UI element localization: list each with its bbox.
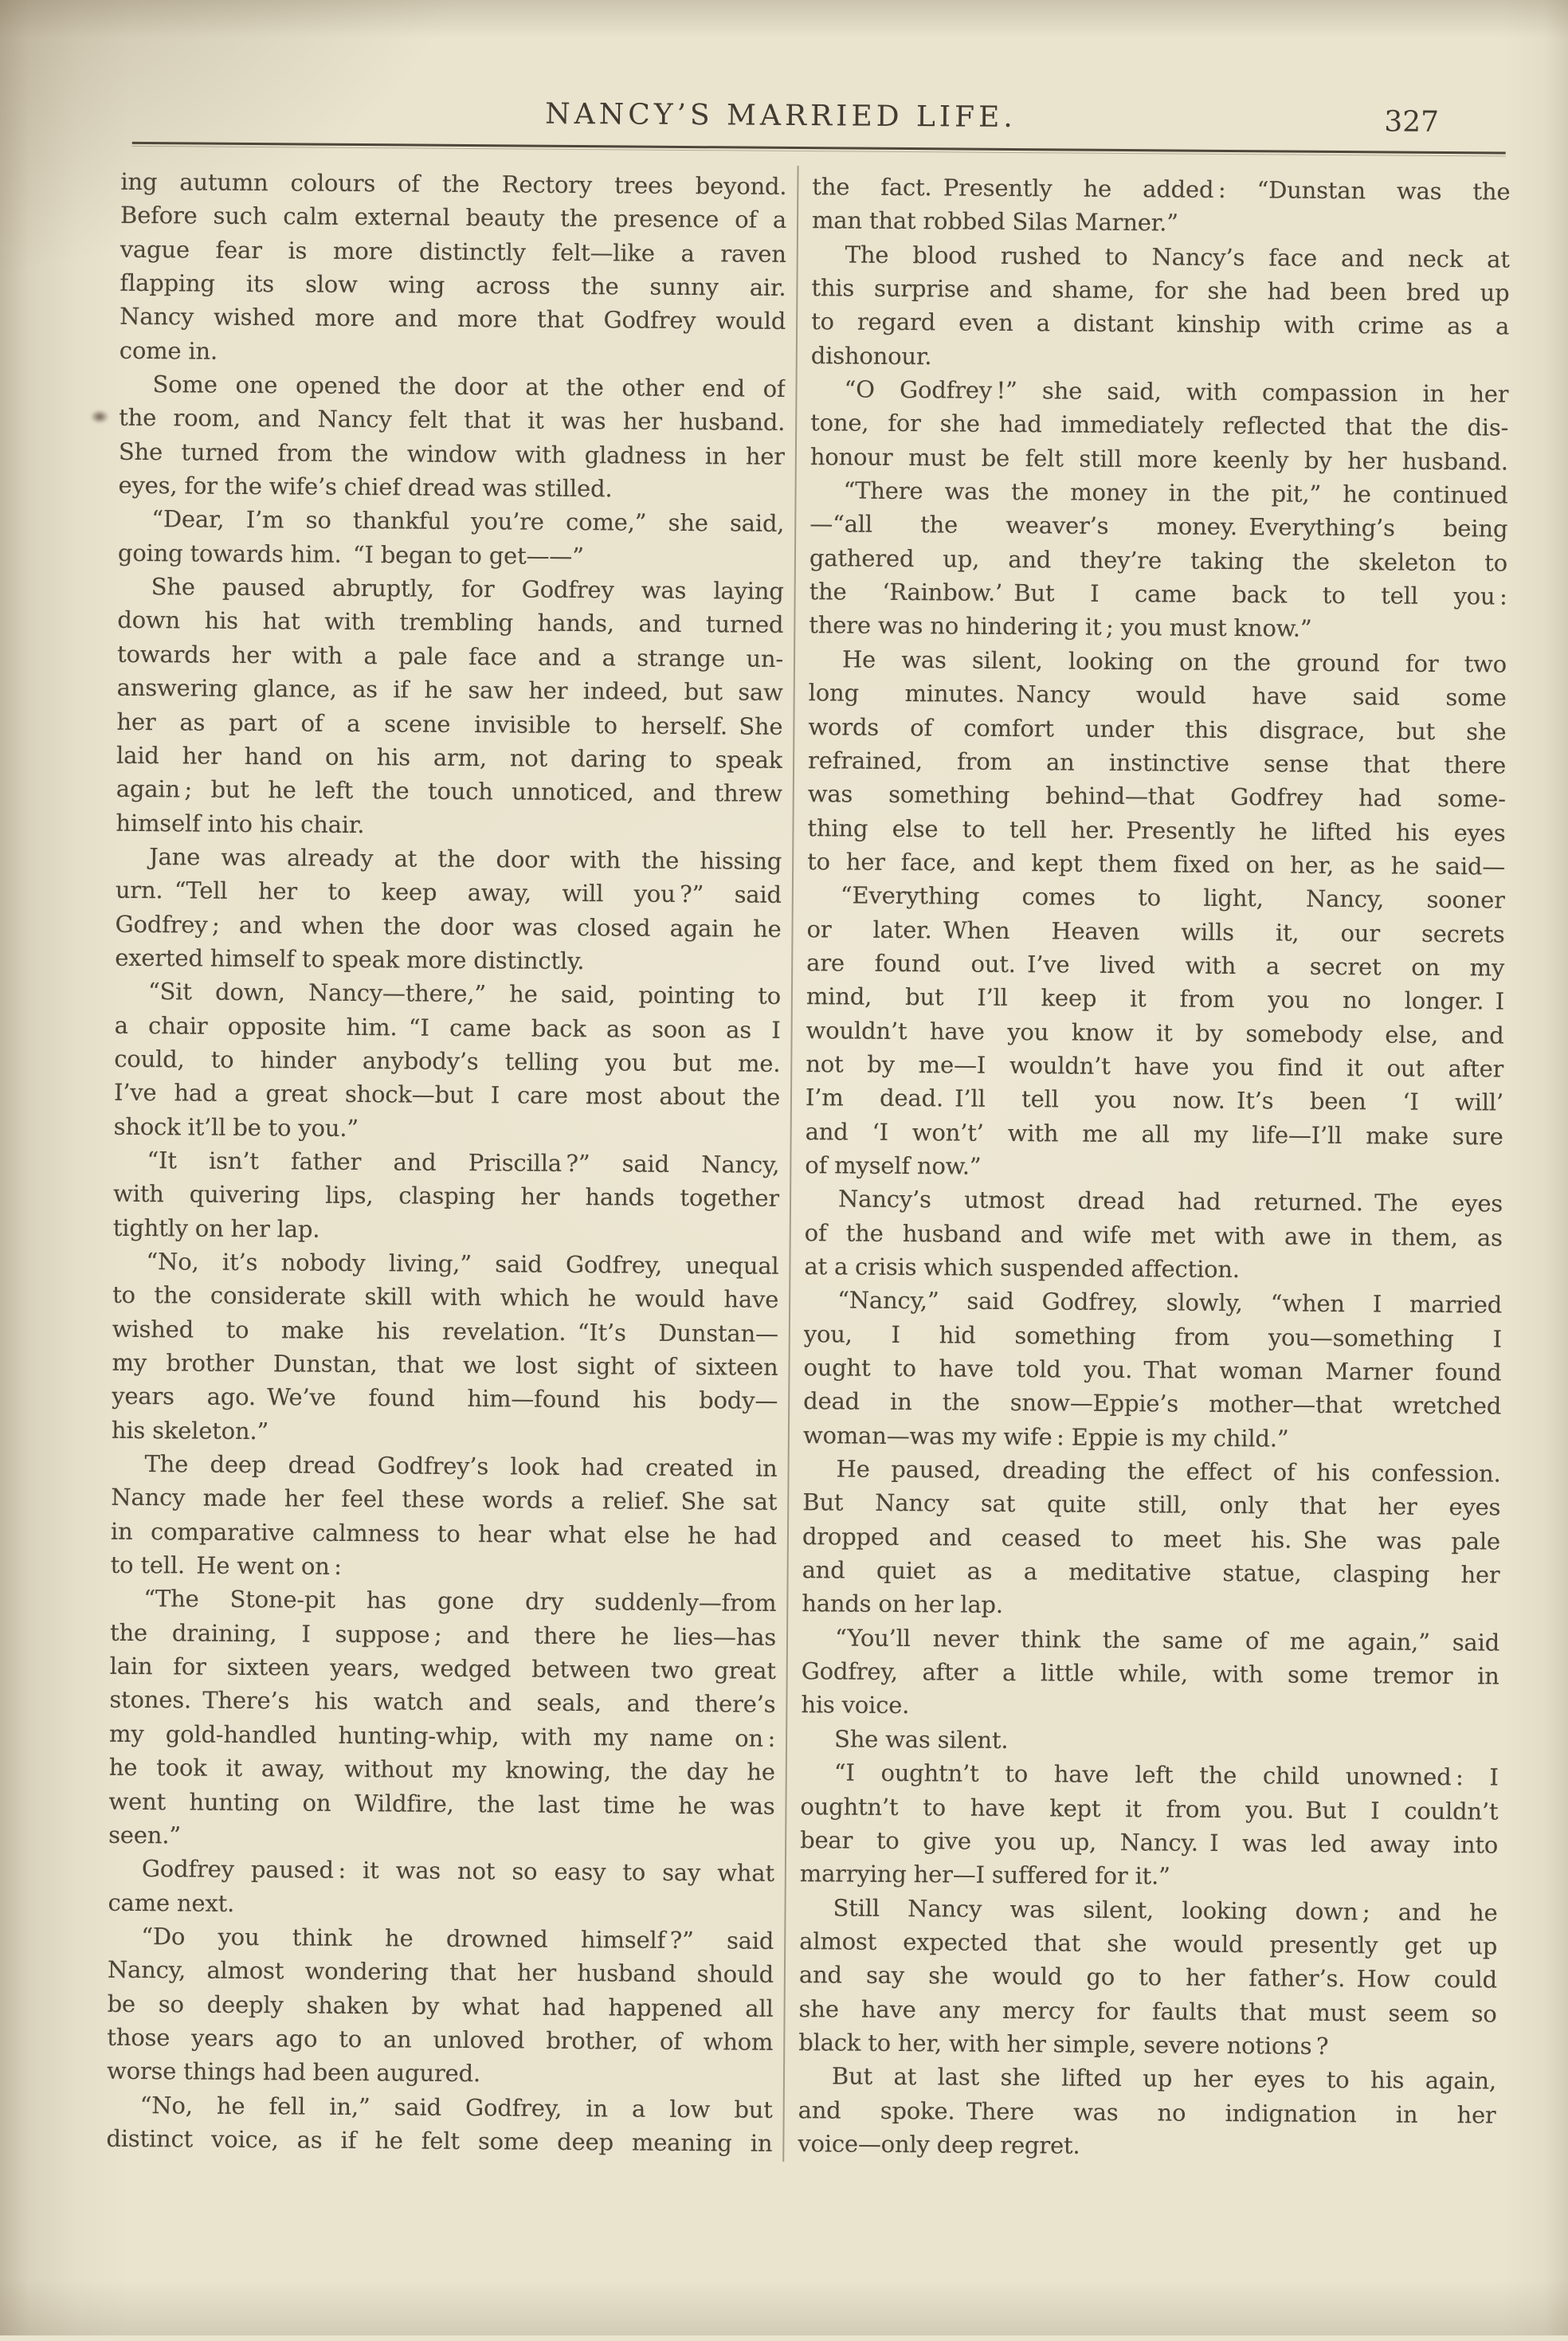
text-line: years ago. We’ve found him—found his body— xyxy=(112,1382,778,1415)
text-line: could, to hinder anybody’s telling you but me. xyxy=(114,1045,781,1077)
text-line: the fact. Presently he added : “Dunstan was the xyxy=(812,173,1511,206)
text-line: those years ago to an unloved brother, of whom xyxy=(107,2023,774,2056)
text-line: dead in the snow—Eppie’s mother—that wretched xyxy=(803,1387,1502,1420)
text-line: “Everything comes to light, Nancy, sooner xyxy=(840,881,1505,914)
text-line: “It isn’t father and Priscilla ?” said Nancy, xyxy=(147,1147,780,1178)
text-line: Godfrey, after a little while, with some tremor in xyxy=(801,1657,1499,1690)
text-line: the draining, I suppose ; and there he lies—has xyxy=(109,1618,777,1651)
text-line: down his hat with trembling hands, and turned xyxy=(117,606,784,639)
left-text-column xyxy=(106,165,786,2160)
running-header-title: NANCY’S MARRIED LIFE. xyxy=(545,97,1017,135)
text-line: But Nancy sat quite still, only that her eyes xyxy=(802,1488,1501,1521)
text-line: dishonour. xyxy=(810,341,932,370)
text-line: flapping its slow wing across the sunny air. xyxy=(120,269,786,301)
text-line: wished to make his revelation. “It’s Dunstan— xyxy=(112,1315,778,1347)
text-line: But at last she lifted up her eyes to his again, xyxy=(831,2062,1497,2095)
text-line: this surprise and shame, for she had been bred up xyxy=(811,274,1510,307)
text-line: vague fear is more distinctly felt—like a raven xyxy=(120,235,786,268)
text-line: marrying her—I suffered for it.” xyxy=(799,1860,1170,1890)
text-line: stones. There’s his watch and seals, and there’s xyxy=(109,1686,776,1719)
text-line: long minutes. Nancy would have said some xyxy=(808,679,1507,712)
text-line: “Nancy,” said Godfrey, slowly, “when I married xyxy=(837,1286,1503,1319)
right-text-column xyxy=(798,170,1510,2166)
text-line: refrained, from an instinctive sense that there xyxy=(807,746,1507,779)
text-line: shock it’ll be to you.” xyxy=(113,1112,359,1142)
text-line: words of comfort under this disgrace, but she xyxy=(808,712,1507,746)
text-line: the room, and Nancy felt that it was her husband. xyxy=(119,404,786,437)
text-line: honour must be felt still more keenly by her husband. xyxy=(809,442,1509,476)
text-line: his skeleton.” xyxy=(111,1416,269,1445)
text-line: wouldn’t have you know it by somebody else, and xyxy=(806,1016,1504,1049)
text-line: woman—was my wife : Eppie is my child.” xyxy=(802,1421,1289,1453)
text-line: “I oughtn’t to have left the child unowned : I xyxy=(833,1759,1499,1791)
text-line: was something behind—that Godfrey had some- xyxy=(807,780,1506,813)
text-line: at a crisis which suspended affection. xyxy=(804,1253,1240,1284)
text-line: or later. When Heaven wills it, our secrets xyxy=(806,915,1505,948)
text-line: Nancy wished more and more that Godfrey would xyxy=(120,303,786,335)
text-line: of the husband and wife met with awe in them, as xyxy=(804,1218,1503,1252)
text-line: “There was the money in the pit,” he continued xyxy=(843,476,1508,509)
text-line: Godfrey ; and when the door was closed again he xyxy=(115,910,782,943)
text-line: to her face, and kept them fixed on her, as he said— xyxy=(807,847,1506,880)
text-line: and say she would go to her father’s. How could xyxy=(798,1961,1498,1994)
text-line: he took it away, without my knowing, the day he xyxy=(108,1753,775,1786)
text-line: again ; but he left the touch unnoticed, and threw xyxy=(116,774,782,808)
text-line: ing autumn colours of the Rectory trees beyond. xyxy=(120,167,787,200)
column-divider-rule xyxy=(782,166,798,2162)
text-line: I’ve had a great shock—but I care most about the xyxy=(113,1079,781,1112)
text-line: in comparative calmness to hear what else he had xyxy=(110,1517,778,1550)
text-line: She was silent. xyxy=(833,1725,1009,1754)
text-line: eyes, for the wife’s chief dread was stilled. xyxy=(118,471,613,503)
text-line: “O Godfrey !” she said, with compassion in her xyxy=(844,375,1509,408)
text-line: his voice. xyxy=(801,1691,910,1719)
text-line: thing else to tell her. Presently he lifted his eyes xyxy=(807,814,1506,847)
text-line: you, I hid something from you—something I xyxy=(803,1320,1502,1353)
text-line: mind, but I’ll keep it from you no longer. I xyxy=(806,982,1505,1015)
text-line: lain for sixteen years, wedged between two great xyxy=(109,1652,776,1684)
text-line: laid her hand on his arm, not daring to speak xyxy=(116,741,783,774)
text-line: with quivering lips, clasping her hands together xyxy=(112,1180,780,1213)
text-line: distinct voice, as if he felt some deep meaning in xyxy=(106,2124,773,2157)
text-line: man that robbed Silas Marner.” xyxy=(811,206,1178,237)
text-line: urn. “Tell her to keep away, will you ?” said xyxy=(115,876,782,909)
text-line: ought to have told you. That woman Marner found xyxy=(803,1354,1502,1386)
text-line: of myself now.” xyxy=(805,1151,982,1180)
text-line: the ‘Rainbow.’ But I came back to tell you : xyxy=(809,578,1507,610)
text-line: my brother Dunstan, that we lost sight of sixteen xyxy=(112,1348,778,1381)
text-line: to regard even a distant kinship with crime as a xyxy=(811,308,1510,340)
text-line: The deep dread Godfrey’s look had created in xyxy=(144,1450,778,1482)
text-line: Still Nancy was silent, looking down ; and he xyxy=(833,1893,1498,1927)
text-line: He was silent, looking on the ground for two xyxy=(841,645,1507,678)
text-line: —“all the weaver’s money. Everything’s being xyxy=(809,510,1508,543)
text-line: almost expected that she would presently get up xyxy=(799,1927,1498,1960)
text-line: voice—only deep regret. xyxy=(798,2130,1080,2159)
text-line: “Do you think he drowned himself ?” said xyxy=(141,1922,774,1955)
text-line: going towards him. “I began to get——” xyxy=(117,539,584,570)
text-line: “You’ll never think the same of me again,” said xyxy=(834,1624,1500,1657)
text-line: He paused, dreading the effect of his confession. xyxy=(836,1455,1501,1488)
text-line: are found out. I’ve lived with a secret on my xyxy=(806,949,1505,982)
ink-smudge xyxy=(88,408,112,425)
text-line: not by me—I wouldn’t have you find it out after xyxy=(806,1050,1504,1083)
text-line: The blood rushed to Nancy’s face and neck at xyxy=(845,241,1510,273)
text-line: worse things had been augured. xyxy=(106,2057,481,2088)
text-line: came next. xyxy=(108,1888,235,1917)
page-number: 327 xyxy=(1384,105,1440,139)
text-line: and spoke. There was no indignation in her xyxy=(798,2096,1496,2129)
text-line: she have any mercy for faults that must seem so xyxy=(798,1994,1497,2028)
text-line: towards her with a pale face and a strange un- xyxy=(116,640,784,672)
text-line: there was no hindering it ; you must know.” xyxy=(809,611,1312,643)
text-line: I’m dead. I’ll tell you now. It’s been ‘I will’ xyxy=(805,1084,1504,1116)
text-line: Before such calm external beauty the presence of a xyxy=(120,202,787,234)
text-line: come in. xyxy=(119,336,218,365)
text-line: himself into his chair. xyxy=(116,809,365,838)
text-line: my gold-handled hunting-whip, with my name on : xyxy=(109,1719,776,1752)
text-line: to the considerate skill with which he would have xyxy=(112,1281,779,1314)
text-line: went hunting on Wildfire, the last time he was xyxy=(108,1787,775,1820)
text-line: “No, it’s nobody living,” said Godfrey, unequal xyxy=(146,1248,779,1280)
text-line: seen.” xyxy=(108,1821,182,1849)
text-line: tone, for she had immediately reflected that the dis- xyxy=(810,409,1509,441)
text-line: black to her, with her simple, severe notions ? xyxy=(798,2028,1329,2060)
text-line: her as part of a scene invisible to herself. She xyxy=(116,708,783,740)
text-line: Godfrey paused : it was not so easy to say what xyxy=(141,1855,774,1888)
text-line: and quiet as a meditative statue, clasping her xyxy=(802,1556,1500,1589)
text-line: “The Stone-pit has gone dry suddenly—from xyxy=(143,1585,777,1618)
text-line: answering glance, as if he saw her indeed, but saw xyxy=(116,673,783,707)
text-line: be so deeply shaken by what had happened all xyxy=(107,1990,774,2022)
text-line: She turned from the window with gladness in her xyxy=(118,437,786,470)
text-line: She paused abruptly, for Godfrey was laying xyxy=(151,573,784,606)
text-line: Nancy, almost wondering that her husband should xyxy=(107,1955,774,1989)
text-line: exerted himself to speak more distinctly. xyxy=(115,943,585,974)
text-line: hands on her lap. xyxy=(802,1590,1003,1619)
text-line: bear to give you up, Nancy. I was led away into xyxy=(800,1825,1499,1859)
text-line: dropped and ceased to meet his. She was pale xyxy=(802,1522,1501,1555)
text-line: gathered up, and they’re taking the skeleton to xyxy=(809,543,1508,577)
text-line: oughtn’t to have kept it from you. But I couldn’t xyxy=(800,1792,1499,1825)
text-line: Nancy’s utmost dread had returned. The eyes xyxy=(837,1185,1503,1218)
text-line: Nancy made her feel these words a relief. She sat xyxy=(111,1484,778,1516)
text-line: Jane was already at the door with the hissing xyxy=(149,842,782,875)
text-line: and ‘I won’t’ with me all my life—I’ll make sure xyxy=(805,1117,1503,1151)
text-line: “Sit down, Nancy—there,” he said, pointing to xyxy=(147,978,782,1010)
header-rule xyxy=(132,142,1506,155)
text-line: “Dear, I’m so thankful you’re come,” she said, xyxy=(151,505,785,538)
text-line: tightly on her lap. xyxy=(112,1214,320,1243)
text-line: “No, he fell in,” said Godfrey, in a low but xyxy=(139,2091,773,2123)
text-line: to tell. He went on : xyxy=(110,1551,342,1580)
text-line: Some one opened the door at the other end of xyxy=(152,371,786,402)
text-line: a chair opposite him. “I came back as soon as I xyxy=(114,1011,781,1044)
